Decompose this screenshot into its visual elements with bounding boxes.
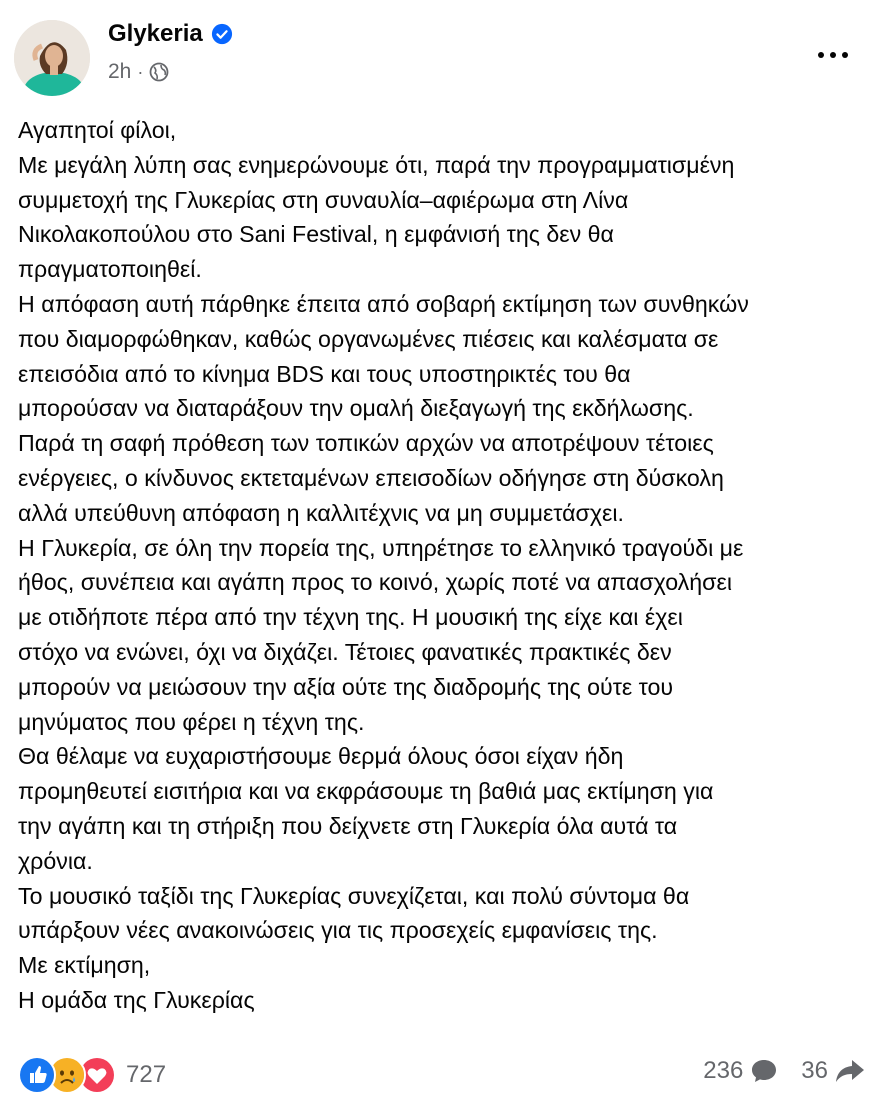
reaction-count[interactable]: 727: [126, 1061, 167, 1088]
avatar-image: [14, 20, 90, 96]
post-body: [18, 113, 873, 1018]
post-line: χρόνια.: [18, 847, 93, 874]
more-dot-icon: [842, 52, 848, 58]
post-line: ενέργειες, ο κίνδυνος εκτεταμένων επεισοδίων οδήγησε στη δύσκολη: [18, 464, 724, 491]
post-line: την αγάπη και τη στήριξη που δείχνετε στη Γλυκερία όλα αυτά τα: [18, 812, 678, 839]
like-icon: [18, 1056, 56, 1094]
more-dot-icon: [830, 52, 836, 58]
post-line: ήθος, συνέπεια και αγάπη προς το κοινό, χωρίς ποτέ να απασχολήσει: [18, 569, 732, 596]
globe-icon: [149, 62, 169, 82]
post-line: υπάρξουν νέες ανακοινώσεις για τις προσεχείς εμφανίσεις της.: [18, 917, 658, 944]
post-line: Η απόφαση αυτή πάρθηκε έπειτα από σοβαρή εκτίμηση των συνθηκών: [18, 290, 749, 317]
post-line: Αγαπητοί φίλοι,: [18, 117, 177, 143]
post-line: με οτιδήποτε πέρα από την τέχνη της. Η μουσική της είχε και έχει: [18, 604, 683, 631]
post-line: Με μεγάλη λύπη σας ενημερώνουμε ότι, παρά την προγραμματισμένη: [18, 151, 735, 178]
post-line: μηνύματος που φέρει η τέχνη της.: [18, 708, 365, 735]
post-line: στόχο να ενώνει, όχι να διχάζει. Τέτοιες φανατικές πρακτικές δεν: [18, 638, 672, 665]
post-line: που διαμορφώθηκαν, καθώς οργανωμένες πιέσεις και καλέσματα σε: [18, 325, 719, 352]
comments-count-button[interactable]: [703, 1056, 779, 1086]
post-line: Νικολακοπούλου στο Sani Festival, η εμφάνισή της δεν θα: [18, 221, 614, 248]
comment-icon: [749, 1056, 779, 1086]
avatar[interactable]: [14, 20, 90, 96]
share-icon: [834, 1056, 866, 1086]
post-time[interactable]: 2h: [108, 60, 132, 83]
post-line: πραγματοποιηθεί.: [18, 256, 202, 283]
share-count: 36: [801, 1057, 828, 1084]
post-line: επεισόδια από το κίνημα BDS και τους υποστηρικτές του θα: [18, 360, 631, 387]
post-line: προμηθευτεί εισιτήρια και να εκφράσουμε τη βαθιά μας εκτίμηση για: [18, 778, 714, 805]
shares-count-button[interactable]: [801, 1056, 866, 1086]
reactions-summary[interactable]: [18, 1056, 166, 1094]
post-line: αλλά υπεύθυνη απόφαση η καλλιτέχνις να μη συμμετάσχει.: [18, 499, 624, 526]
post-line: Με εκτίμηση,: [18, 952, 151, 979]
author-name[interactable]: Glykeria: [108, 20, 203, 47]
verified-badge-icon: [211, 23, 233, 45]
post-line: Η ομάδα της Γλυκερίας: [18, 986, 255, 1013]
post-footer: [18, 1054, 866, 1094]
meta-separator: ·: [137, 61, 144, 82]
post-header: [14, 14, 866, 104]
post-line: συμμετοχή της Γλυκερίας στη συναυλία–αφιέρωμα στη Λίνα: [18, 186, 629, 213]
post-line: μπορούν να μειώσουν την αξία ούτε της διαδρομής της ούτε του: [18, 673, 674, 700]
post-line: Το μουσικό ταξίδι της Γλυκερίας συνεχίζεται, και πολύ σύντομα θα: [18, 882, 690, 909]
post-line: Παρά τη σαφή πρόθεση των τοπικών αρχών να αποτρέψουν τέτοιες: [18, 430, 714, 457]
more-dot-icon: [818, 52, 824, 58]
post-line: Θα θέλαμε να ευχαριστήσουμε θερμά όλους όσοι είχαν ήδη: [18, 743, 624, 770]
post-line: μπορούσαν να διαταράξουν την ομαλή διεξαγωγή της εκδήλωσης.: [18, 395, 694, 422]
more-options-button[interactable]: [818, 48, 854, 62]
comment-count: 236: [703, 1057, 744, 1084]
post-line: Η Γλυκερία, σε όλη την πορεία της, υπηρέτησε το ελληνικό τραγούδι με: [18, 534, 744, 561]
engagement-stats: [681, 1056, 866, 1086]
